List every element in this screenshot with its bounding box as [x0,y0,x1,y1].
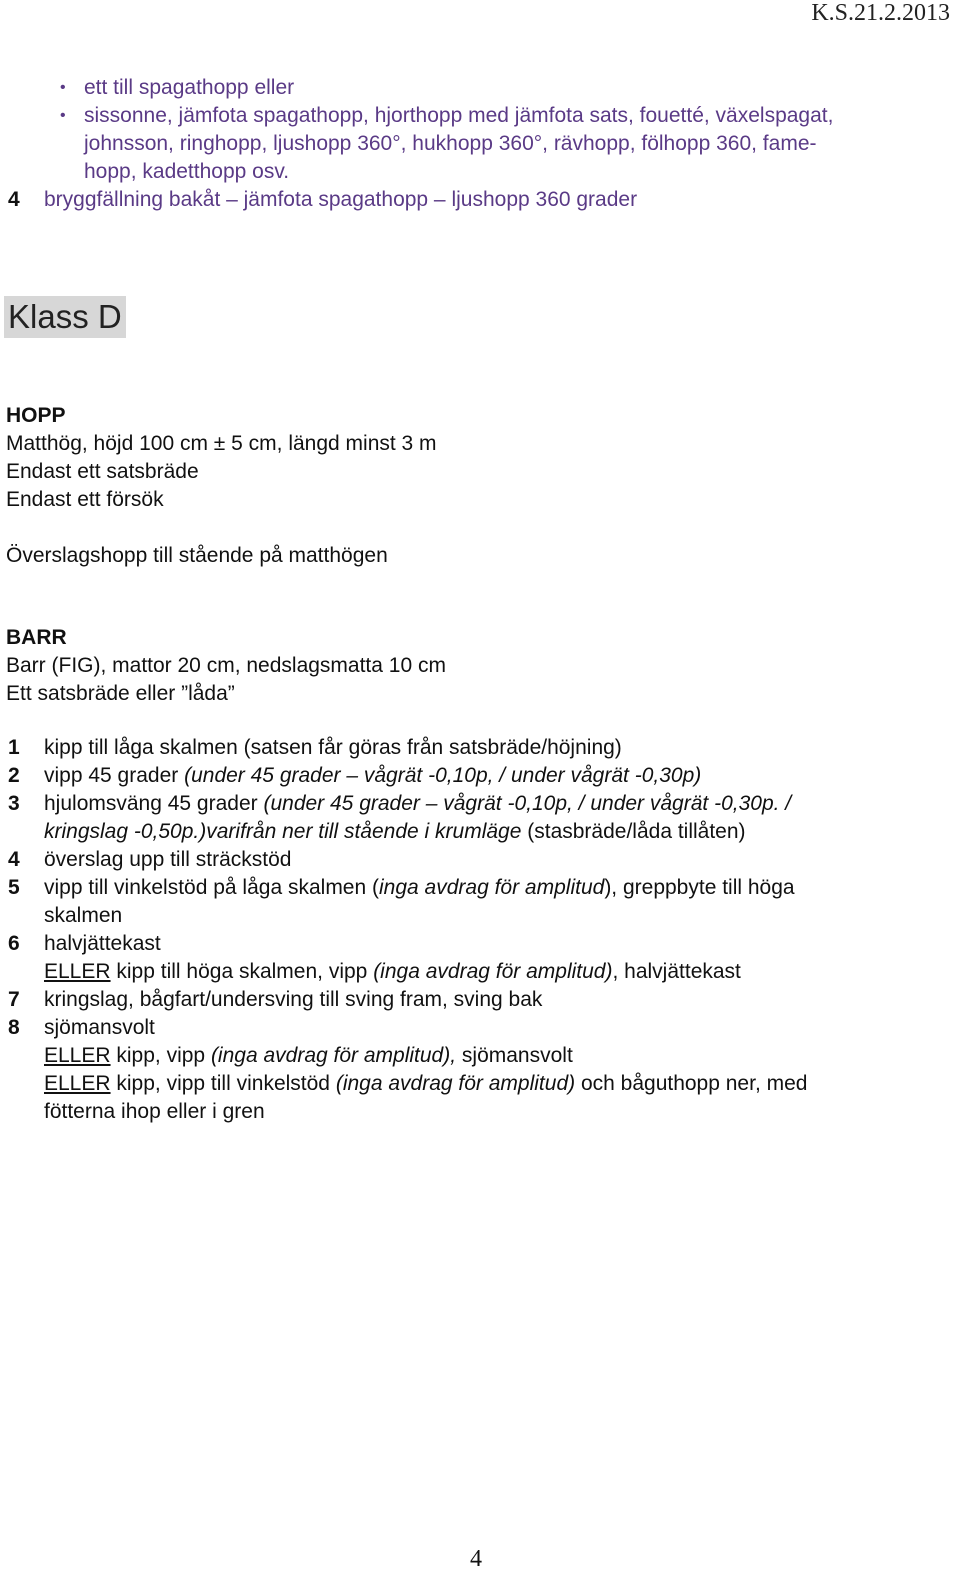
hopp-line: Matthög, höjd 100 cm ± 5 cm, längd minst 3 m [6,432,437,455]
item-deduction: (inga avdrag för amplitud) [335,1072,576,1095]
item-number: 8 [8,1016,20,1039]
item-text-part: sjömansvolt [456,1044,573,1067]
item-text-part: ), greppbyte till höga [604,876,795,899]
bullet-line: sissonne, jämfota spagathopp, hjorthopp med jämfota sats, fouetté, växelspagat, [84,104,834,127]
item-text-part: kipp, vipp [110,1044,211,1067]
item-text-part: vipp till vinkelstöd på låga skalmen ( [44,876,379,899]
item-deduction: (under 45 grader – vågrät -0,10p, / under vågrät -0,30p. / [263,792,792,815]
barr-line: Barr (FIG), mattor 20 cm, nedslagsmatta 10 cm [6,654,446,677]
barr-heading: BARR [6,626,67,649]
item-deduction: (under 45 grader – vågrät -0,10p, / under vågrät -0,30p) [184,764,702,787]
item-text-part: vipp 45 grader [44,764,185,787]
hopp-section [6,402,437,570]
item-text: bryggfällning bakåt – jämfota spagathopp – ljushopp 360 grader [44,188,638,211]
item-number: 4 [8,848,20,871]
item-deduction: (inga avdrag för amplitud), [210,1044,457,1067]
hopp-heading: HOPP [6,404,66,427]
item-number: 1 [8,736,20,759]
item-text [44,930,741,986]
item-text: kringslag, bågfart/undersving till sving fram, sving bak [44,988,543,1011]
item-text: kipp till låga skalmen (satsen får göras från satsbräde/höjning) [44,736,622,759]
item-text-part: halvjättekast [44,932,161,955]
item-deduction: kringslag -0,50p.)varifrån ner till stående i krumläge [44,820,522,843]
item-number: 3 [8,792,20,815]
class-title: Klass D [4,296,126,338]
item-text [44,790,791,846]
document-date: K.S.21.2.2013 [811,0,950,26]
eller-label: ELLER [44,960,111,983]
bullet-line: johnsson, ringhopp, ljushopp 360°, hukhopp 360°, rävhopp, fölhopp 360, fame- [84,132,817,155]
barr-section [6,624,446,708]
item-text-part: fötterna ihop eller i gren [44,1100,265,1123]
item-text [44,1014,944,1126]
item-deduction: inga avdrag för amplitud [379,876,605,899]
item-number: 4 [8,188,20,211]
item-number: 2 [8,764,20,787]
item-text [44,762,701,790]
item-text-part: , halvjättekast [612,960,741,983]
bullet-list [60,74,950,186]
item-text-part: kipp, vipp till vinkelstöd [110,1072,336,1095]
item-text-part: skalmen [44,904,123,927]
item-deduction: (inga avdrag för amplitud) [373,960,613,983]
item-text-part: hjulomsväng 45 grader [44,792,264,815]
item-text-part: sjömansvolt [44,1016,155,1039]
bullet-line: hopp, kadetthopp osv. [84,160,290,183]
item-text-part: (stasbräde/låda tillåten) [521,820,746,843]
bullet-item [60,102,950,186]
item-number: 7 [8,988,20,1011]
eller-label: ELLER [44,1072,111,1095]
hopp-exercise: Överslagshopp till stående på matthögen [6,544,388,567]
item-text-part: och båguthopp ner, med [575,1072,808,1095]
item-number: 5 [8,876,20,899]
item-number: 6 [8,932,20,955]
eller-label: ELLER [44,1044,111,1067]
barr-line: Ett satsbräde eller ”låda” [6,682,235,705]
hopp-line: Endast ett satsbräde [6,460,199,483]
page-number: 4 [470,1546,482,1572]
item-text [44,874,944,930]
bullet-item: • ett till spagathopp eller [60,74,950,102]
item-text-part: kipp till höga skalmen, vipp [110,960,374,983]
hopp-line: Endast ett försök [6,488,164,511]
item-text: överslag upp till sträckstöd [44,848,292,871]
